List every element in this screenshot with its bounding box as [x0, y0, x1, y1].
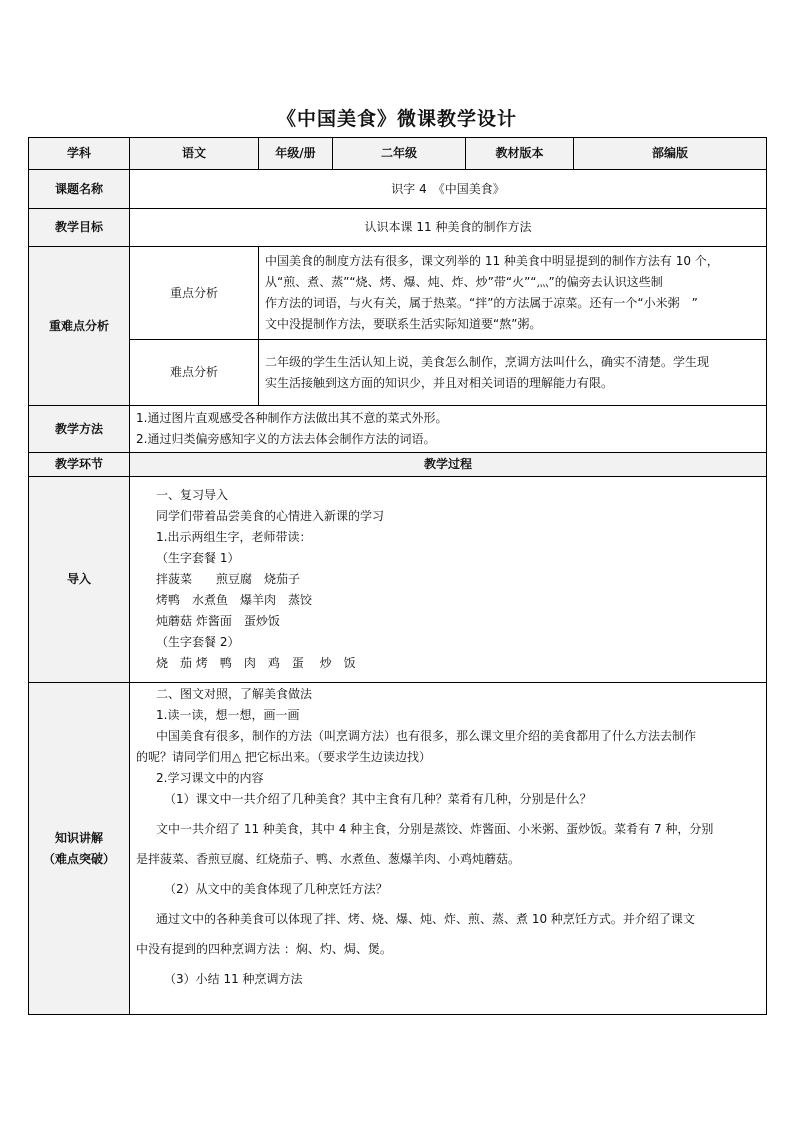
- intro-label: 导入: [29, 477, 130, 683]
- intro-row: [29, 477, 767, 683]
- text-line: 烤鸭 水煮鱼 爆羊肉 蒸饺: [156, 593, 313, 607]
- topic-row: [29, 170, 767, 209]
- text-line: 二年级的学生生活认知上说，美食怎么制作，烹调方法叫什么，确实不清楚。学生现: [265, 354, 710, 369]
- text-line: （2）从文中的美食体现了几种烹饪方法？: [164, 882, 388, 896]
- text-line: （生字套餐 2）: [156, 635, 240, 649]
- process-header-left: 教学环节: [29, 453, 130, 477]
- subject-value: 语文: [130, 138, 259, 170]
- text-line: 拌菠菜 煎豆腐 烧茄子: [156, 572, 301, 586]
- goal-value: 认识本课 11 种美食的制作方法: [130, 209, 767, 247]
- text-line: （生字套餐 1）: [156, 551, 240, 565]
- subject-label: 学科: [29, 138, 130, 170]
- text-line: 同学们带着品尝美食的心情进入新课的学习: [156, 509, 385, 523]
- topic-value: 识字 4 《中国美食》: [130, 170, 767, 209]
- text-line: 炖蘑菇 炸酱面 蛋炒饭: [156, 614, 280, 628]
- text-line: 通过文中的各种美食可以体现了拌、烤、烧、爆、炖、炸、煎、蒸、煮 10 种烹饪方式。并介绍了课文: [156, 912, 695, 926]
- text-line: 二、图文对照，了解美食做法: [156, 687, 313, 701]
- lesson-design-table: [28, 137, 767, 1015]
- goal-row: [29, 209, 767, 247]
- difficult-analysis-label: 难点分析: [130, 340, 259, 406]
- text-line: 2.学习课文中的内容: [156, 771, 264, 785]
- text-line: （1）课文中一共介绍了几种美食？其中主食有几种？菜肴有几种，分别是什么？: [164, 792, 592, 806]
- method-row: [29, 406, 767, 453]
- text-line: 中没有提到的四种烹调方法 ：焖、灼、焗、煲。: [136, 942, 392, 956]
- text-line: 一、复习导入: [156, 488, 229, 502]
- edition-label: 教材版本: [466, 138, 574, 170]
- knowledge-label: [29, 683, 130, 1015]
- edition-value: 部编版: [574, 138, 767, 170]
- grade-value: 二年级: [333, 138, 466, 170]
- text-line: 2.通过归类偏旁感知字义的方法去体会制作方法的词语。: [136, 432, 436, 446]
- difficult-analysis-content: [259, 340, 767, 406]
- header-row: [29, 138, 767, 170]
- goal-label: 教学目标: [29, 209, 130, 247]
- process-header-row: [29, 453, 767, 477]
- method-content: [130, 406, 767, 453]
- document-title: 《中国美食》微课教学设计: [276, 108, 517, 130]
- text-line: 中国美食的制度方法有很多，课文列举的 11 种美食中明显提到的制作方法有 10 个，: [265, 254, 719, 268]
- text-line: 1.出示两组生字，老师带读：: [156, 530, 312, 544]
- intro-content: [130, 477, 767, 683]
- text-line: 文中没提制作方法，要联系生活实际知道要“熬”粥。: [265, 317, 542, 331]
- text-line: 1.通过图片直观感受各种制作方法做出其不意的菜式外形。: [136, 411, 448, 425]
- key-analysis-row: [29, 247, 767, 340]
- key-analysis-label: 重点分析: [130, 247, 259, 340]
- text-line: 文中一共介绍了 11 种美食，其中 4 种主食，分别是蒸饺、炸酱面、小米粥、蛋炒饭。菜肴有 7 种，分别: [156, 822, 714, 836]
- grade-label: 年级/册: [259, 138, 333, 170]
- text-line: 烧 茄 烤 鸭 肉 鸡 蛋 炒 饭: [156, 656, 356, 670]
- process-header-right: 教学过程: [130, 453, 767, 477]
- knowledge-label-line1: 知识讲解: [54, 830, 103, 845]
- text-line: 的呢？请同学们用△ 把它标出来。（要求学生边读边找）: [136, 750, 432, 764]
- text-line: 是拌菠菜、香煎豆腐、红烧茄子、鸭、水煮鱼、葱爆羊肉、小鸡炖蘑菇。: [136, 852, 521, 866]
- text-line: 1.读一读，想一想，画一画: [156, 708, 300, 722]
- analysis-label: 重难点分析: [29, 247, 130, 406]
- difficult-analysis-row: [29, 340, 767, 406]
- text-line: 中国美食有很多，制作的方法（叫烹调方法）也有很多，那么课文里介绍的美食都用了什么方法去制作: [156, 729, 697, 743]
- key-analysis-content: [259, 247, 767, 340]
- text-line: 实生活接触到这方面的知识少，并且对相关词语的理解能力有限。: [265, 375, 614, 390]
- text-line: 从“煎、煮、蒸”“烧、烤、爆、炖、炸、炒”带“火”“灬”的偏旁去认识这些制: [265, 275, 663, 289]
- knowledge-content: [130, 683, 767, 1015]
- knowledge-row: [29, 683, 767, 1015]
- knowledge-label-line2: （难点突破）: [42, 851, 115, 866]
- topic-label: 课题名称: [29, 170, 130, 209]
- text-line: （3）小结 11 种烹调方法: [164, 972, 303, 986]
- text-line: 作方法的词语，与火有关，属于热菜。“拌”的方法属于凉菜。还有一个“小米粥 ”: [265, 296, 698, 310]
- method-label: 教学方法: [29, 406, 130, 453]
